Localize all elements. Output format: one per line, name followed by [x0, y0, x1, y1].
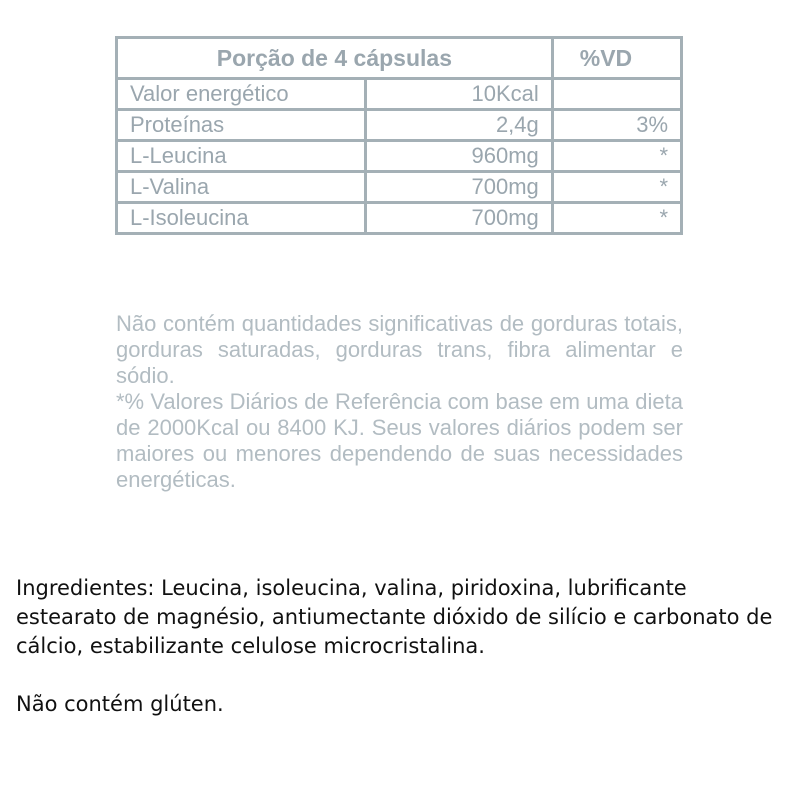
nutrient-amount: 700mg — [366, 203, 552, 234]
table-header-row — [117, 38, 682, 79]
nutrient-label: L-Valina — [117, 172, 366, 203]
nutrient-label: Proteínas — [117, 110, 366, 141]
nutrient-amount: 960mg — [366, 141, 552, 172]
table-row — [117, 79, 682, 110]
nutrition-disclaimer — [116, 311, 683, 493]
nutrient-label: L-Leucina — [117, 141, 366, 172]
disclaimer-daily-values: *% Valores Diários de Referência com base em uma dieta de 2000Kcal ou 8400 KJ. Seus valores diários podem ser maiores ou menores dependendo de suas necessidades energéticas. — [116, 389, 683, 492]
table-row — [117, 203, 682, 234]
table-row — [117, 172, 682, 203]
nutrient-amount: 10Kcal — [366, 79, 552, 110]
nutrient-vd: * — [552, 172, 681, 203]
nutrient-vd: * — [552, 141, 681, 172]
table-row — [117, 141, 682, 172]
nutrient-amount: 2,4g — [366, 110, 552, 141]
nutrient-vd — [552, 79, 681, 110]
nutrition-facts-table — [115, 36, 683, 235]
nutrient-vd: 3% — [552, 110, 681, 141]
table-row — [117, 110, 682, 141]
gluten-notice: Não contém glúten. — [16, 692, 224, 716]
vd-header: %VD — [552, 38, 681, 79]
ingredients-text: Ingredientes: Leucina, isoleucina, valina, piridoxina, lubrificante estearato de magnésio, antiumectante dióxido de silício e carbonato de cálcio, estabilizante celulose microcristalina. — [16, 576, 773, 658]
disclaimer-not-significant: Não contém quantidades significativas de gorduras totais, gorduras saturadas, gorduras trans, fibra alimentar e sódio. — [116, 311, 683, 388]
portion-header: Porção de 4 cápsulas — [117, 38, 553, 79]
nutrient-vd: * — [552, 203, 681, 234]
nutrient-label: L-Isoleucina — [117, 203, 366, 234]
nutrient-label: Valor energético — [117, 79, 366, 110]
nutrient-amount: 700mg — [366, 172, 552, 203]
